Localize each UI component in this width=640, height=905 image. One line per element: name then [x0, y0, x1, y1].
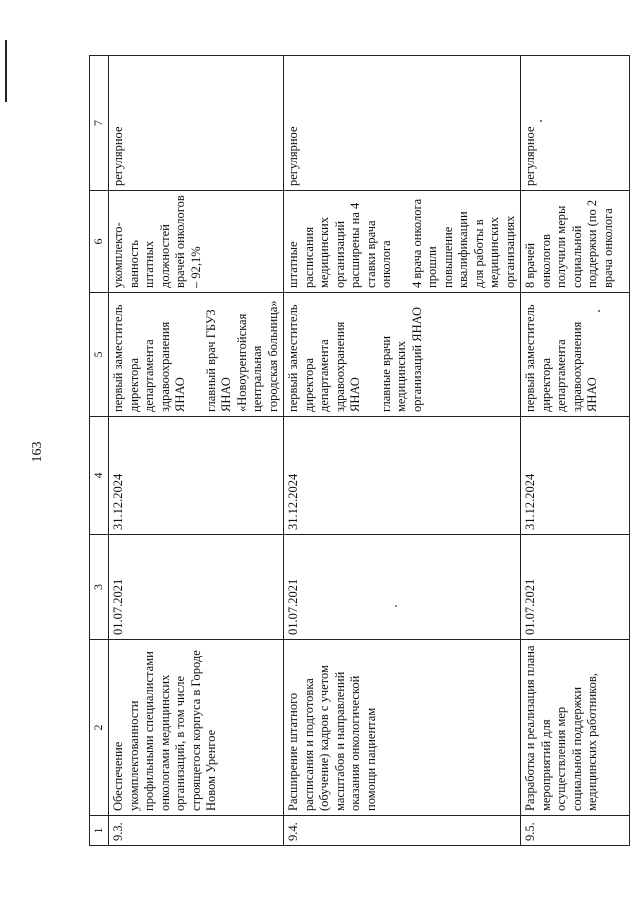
- responsible-cell: [521, 293, 630, 417]
- header-cell: 1: [90, 816, 109, 846]
- page-number: 163: [30, 441, 45, 463]
- responsible-secondary: главные врачи медицинских организаций ЯНАО: [378, 306, 424, 412]
- row-number: 9.5.: [521, 816, 630, 846]
- header-cell: 3: [90, 535, 109, 640]
- header-cell: 4: [90, 417, 109, 535]
- scan-edge-mark: [5, 40, 7, 102]
- result-secondary: 4 врача онколога прошли повышение квалификации для работы в медицинских организациях: [409, 198, 517, 288]
- header-cell: 7: [90, 56, 109, 191]
- result-cell: [109, 191, 284, 293]
- measures-table: [89, 55, 630, 846]
- header-cell: 6: [90, 191, 109, 293]
- result-primary: 8 врачей онкологов получили меры социальной поддержки (по 2 врача онколога: [523, 199, 615, 288]
- table-landscape-wrapper: [89, 56, 615, 846]
- table-row: [109, 56, 284, 846]
- start-date: 01.07.2021: [109, 535, 284, 640]
- end-date: 31.12.2024: [109, 417, 284, 535]
- responsible-cell: [109, 293, 284, 417]
- end-date: 31.12.2024: [521, 417, 630, 535]
- event-name: Разработка и реализация плана мероприятий для осуществления мер социальной поддержки медицинских работников,: [521, 640, 630, 816]
- responsible-primary: первый заместитель директора департамента здравоохранения ЯНАО: [286, 304, 362, 412]
- frequency: регулярное: [521, 56, 630, 191]
- result-cell: [521, 191, 630, 293]
- responsible-cell: [284, 293, 521, 417]
- header-cell: 2: [90, 640, 109, 816]
- table-row: [521, 56, 630, 846]
- responsible-primary: первый заместитель директора департамента здравоохранения ЯНАО: [523, 304, 599, 412]
- responsible-primary: первый заместитель директора департамента здравоохранения ЯНАО: [111, 304, 187, 412]
- table-rotated-container: [89, 56, 615, 846]
- result-primary: укомплекто-ванность штатных должностей врачей онкологов – 92,1%: [111, 195, 203, 288]
- result-primary: штатные расписания медицинских организаций расширены на 4 ставки врача онколога: [286, 202, 393, 288]
- responsible-secondary: главный врач ГБУЗ ЯНАО «Новоуренгойская центральная городская больница»: [203, 300, 280, 412]
- row-number: 9.4.: [284, 816, 521, 846]
- table-row: [284, 56, 521, 846]
- end-date: 31.12.2024: [284, 417, 521, 535]
- header-cell: 5: [90, 293, 109, 417]
- event-name: Расширение штатного расписания и подготовка (обучение) кадров с учетом масштабов и направлений оказания онкологической помощи пациентам: [284, 640, 521, 816]
- row-number: 9.3.: [109, 816, 284, 846]
- event-name: Обеспечение укомплектованности профильными специалистами онкологами медицинских организаций, в том числе строящегося корпуса в Городе Новом Уренгое: [109, 640, 284, 816]
- start-date: 01.07.2021: [284, 535, 521, 640]
- header-row: [90, 56, 109, 846]
- frequency: регулярное: [109, 56, 284, 191]
- frequency: регулярное: [284, 56, 521, 191]
- result-cell: [284, 191, 521, 293]
- start-date: 01.07.2021: [521, 535, 630, 640]
